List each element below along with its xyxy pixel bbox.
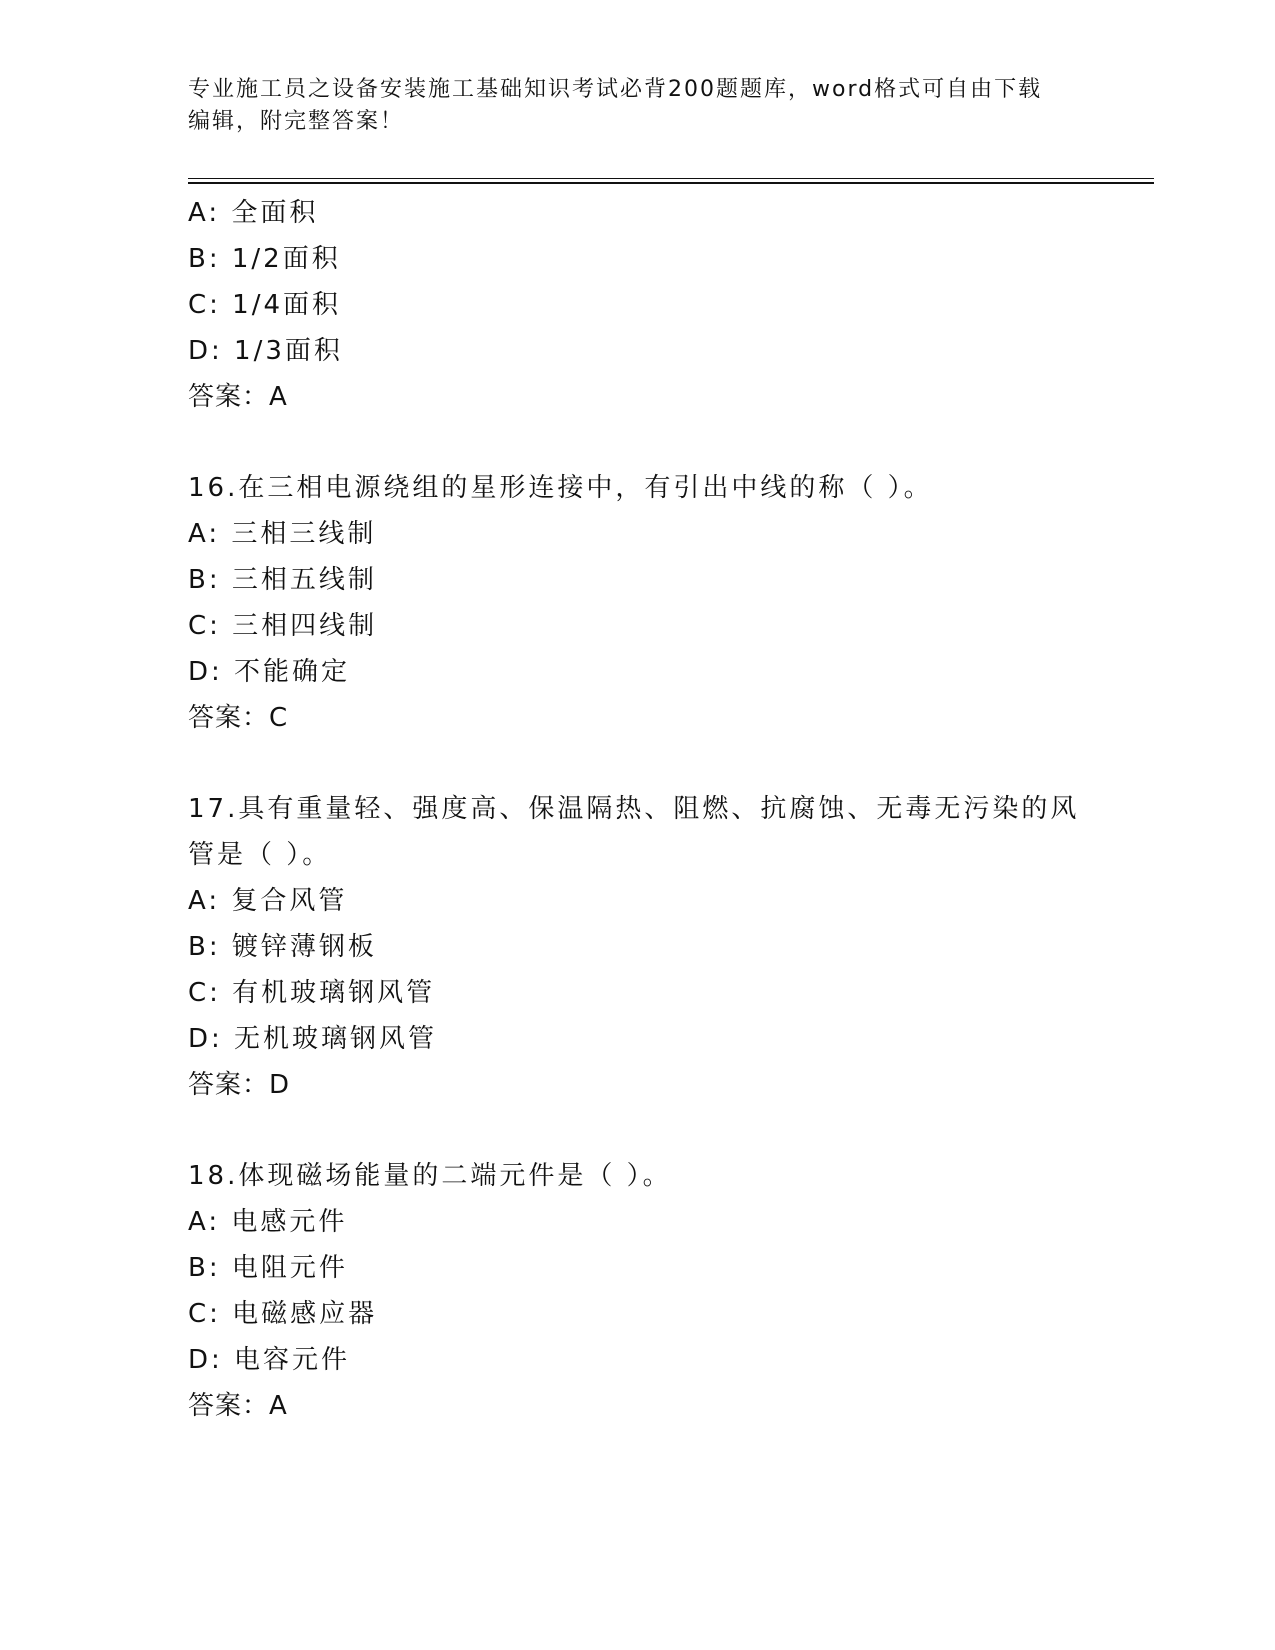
option-c: C: 1/4面积 [188, 290, 342, 320]
document-body [188, 190, 1148, 1429]
option-b: B: 三相五线制 [188, 565, 377, 595]
option-b: B: 镀锌薄钢板 [188, 932, 377, 962]
header-divider-thick [188, 182, 1154, 184]
question-text-line-1: 17.具有重量轻、强度高、保温隔热、阻燃、抗腐蚀、无毒无污染的风 [188, 794, 1080, 824]
option-d: D: 不能确定 [188, 657, 351, 687]
question-text: 16.在三相电源绕组的星形连接中，有引出中线的称（ ）。 [188, 473, 933, 503]
option-b: B: 1/2面积 [188, 244, 341, 274]
option-d: D: 电容元件 [188, 1345, 351, 1375]
answer-line: 答案：A [188, 1391, 288, 1421]
option-c: C: 有机玻璃钢风管 [188, 978, 436, 1008]
option-b: B: 电阻元件 [188, 1253, 348, 1283]
option-a: A: 三相三线制 [188, 519, 377, 549]
option-d: D: 无机玻璃钢风管 [188, 1024, 438, 1054]
option-c: C: 电磁感应器 [188, 1299, 378, 1329]
question-block-18 [188, 1153, 1148, 1429]
option-a: A: 复合风管 [188, 886, 348, 916]
header-divider-thin [188, 178, 1154, 179]
question-text: 18.体现磁场能量的二端元件是（ ）。 [188, 1161, 672, 1191]
answer-line: 答案：D [188, 1070, 291, 1100]
question-text-line-2: 管是（ ）。 [188, 840, 332, 870]
option-d: D: 1/3面积 [188, 336, 343, 366]
option-a: A: 全面积 [188, 198, 319, 228]
answer-line: 答案：A [188, 382, 288, 412]
header-line-2: 编辑，附完整答案！ [188, 109, 405, 134]
option-c: C: 三相四线制 [188, 611, 378, 641]
document-header [188, 74, 1088, 138]
question-block-16 [188, 465, 1148, 741]
question-block-15 [188, 190, 1148, 420]
header-line-1: 专业施工员之设备安装施工基础知识考试必背200题题库，word格式可自由下载 [188, 77, 1043, 102]
answer-line: 答案：C [188, 703, 289, 733]
option-a: A: 电感元件 [188, 1207, 348, 1237]
question-block-17 [188, 786, 1148, 1108]
